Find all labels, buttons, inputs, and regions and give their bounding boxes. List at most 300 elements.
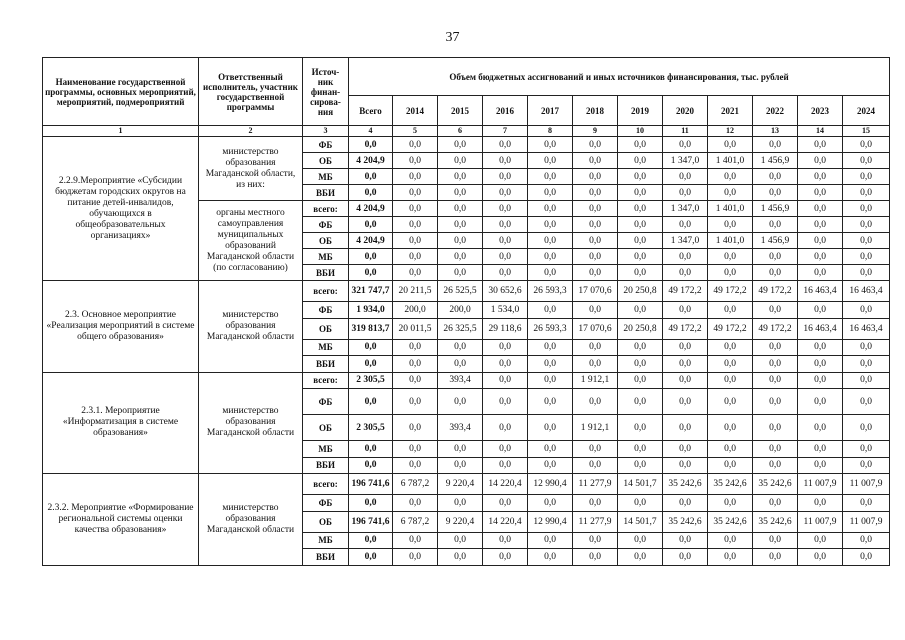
funding-source: всего:	[303, 201, 349, 217]
total-value: 319 813,7	[349, 318, 393, 339]
year-value: 0,0	[438, 495, 483, 512]
activity-name: 2.3.1. Мероприятие «Информатизация в системе образования»	[43, 372, 199, 474]
year-value: 0,0	[708, 356, 753, 373]
year-value: 0,0	[483, 415, 528, 441]
column-number: 5	[393, 126, 438, 137]
year-value: 0,0	[483, 217, 528, 233]
header-volume: Объем бюджетных ассигнований и иных источников финансирования, тыс. рублей	[349, 58, 890, 96]
funding-source: ВБИ	[303, 185, 349, 201]
year-value: 0,0	[708, 532, 753, 549]
year-value: 0,0	[663, 185, 708, 201]
year-value: 20 011,5	[393, 318, 438, 339]
year-value: 0,0	[663, 169, 708, 185]
activity-name: 2.3. Основное мероприятие «Реализация мероприятий в системе общего образования»	[43, 281, 199, 373]
year-value: 0,0	[483, 153, 528, 169]
year-value: 0,0	[483, 233, 528, 249]
funding-source: всего:	[303, 281, 349, 302]
year-value: 26 325,5	[438, 318, 483, 339]
year-value: 0,0	[843, 185, 890, 201]
year-value: 0,0	[798, 137, 843, 153]
year-value: 0,0	[528, 549, 573, 566]
year-value: 14 501,7	[618, 474, 663, 495]
year-value: 0,0	[573, 532, 618, 549]
year-value: 35 242,6	[663, 474, 708, 495]
year-value: 0,0	[618, 415, 663, 441]
total-value: 0,0	[349, 356, 393, 373]
year-value: 200,0	[438, 302, 483, 319]
year-value: 0,0	[393, 153, 438, 169]
funding-source: ОБ	[303, 511, 349, 532]
total-value: 1 934,0	[349, 302, 393, 319]
year-value: 0,0	[708, 185, 753, 201]
year-value: 0,0	[618, 201, 663, 217]
year-value: 0,0	[708, 169, 753, 185]
year-value: 0,0	[393, 372, 438, 389]
year-value: 1 401,0	[708, 233, 753, 249]
year-value: 0,0	[393, 441, 438, 458]
header-row	[43, 58, 890, 96]
year-value: 0,0	[753, 185, 798, 201]
year-value: 14 501,7	[618, 511, 663, 532]
table-row	[43, 372, 890, 389]
year-value: 0,0	[843, 372, 890, 389]
year-value: 17 070,6	[573, 281, 618, 302]
year-value: 35 242,6	[753, 511, 798, 532]
funding-source: ФБ	[303, 495, 349, 512]
year-value: 0,0	[843, 233, 890, 249]
year-value: 11 007,9	[798, 474, 843, 495]
year-value: 0,0	[708, 441, 753, 458]
year-value: 0,0	[528, 532, 573, 549]
year-value: 393,4	[438, 415, 483, 441]
year-value: 35 242,6	[708, 511, 753, 532]
year-value: 11 277,9	[573, 511, 618, 532]
year-value: 0,0	[573, 137, 618, 153]
year-value: 0,0	[393, 265, 438, 281]
year-value: 393,4	[438, 372, 483, 389]
header-year: 2023	[798, 96, 843, 126]
total-value: 0,0	[349, 389, 393, 415]
year-value: 16 463,4	[798, 281, 843, 302]
year-value: 0,0	[843, 457, 890, 474]
year-value: 0,0	[618, 389, 663, 415]
year-value: 0,0	[843, 217, 890, 233]
total-value: 196 741,6	[349, 511, 393, 532]
year-value: 0,0	[438, 137, 483, 153]
year-value: 0,0	[708, 495, 753, 512]
year-value: 1 456,9	[753, 233, 798, 249]
year-value: 0,0	[663, 495, 708, 512]
year-value: 0,0	[843, 137, 890, 153]
year-value: 0,0	[663, 532, 708, 549]
year-value: 0,0	[573, 153, 618, 169]
column-number: 3	[303, 126, 349, 137]
year-value: 0,0	[753, 495, 798, 512]
year-value: 0,0	[393, 415, 438, 441]
year-value: 0,0	[528, 185, 573, 201]
year-value: 0,0	[843, 302, 890, 319]
total-value: 4 204,9	[349, 201, 393, 217]
funding-source: всего:	[303, 372, 349, 389]
year-value: 0,0	[753, 169, 798, 185]
funding-source: ОБ	[303, 153, 349, 169]
year-value: 0,0	[753, 457, 798, 474]
year-value: 0,0	[843, 389, 890, 415]
year-value: 35 242,6	[708, 474, 753, 495]
year-value: 0,0	[663, 137, 708, 153]
table-row	[43, 474, 890, 495]
year-value: 0,0	[438, 233, 483, 249]
year-value: 14 220,4	[483, 474, 528, 495]
year-value: 0,0	[753, 532, 798, 549]
total-value: 0,0	[349, 137, 393, 153]
year-value: 0,0	[663, 457, 708, 474]
funding-source: МБ	[303, 441, 349, 458]
year-value: 1 347,0	[663, 153, 708, 169]
year-value: 0,0	[798, 233, 843, 249]
year-value: 35 242,6	[663, 511, 708, 532]
year-value: 0,0	[573, 249, 618, 265]
year-value: 0,0	[843, 201, 890, 217]
year-value: 0,0	[843, 415, 890, 441]
year-value: 1 347,0	[663, 233, 708, 249]
funding-source: ВБИ	[303, 549, 349, 566]
year-value: 0,0	[798, 339, 843, 356]
year-value: 0,0	[618, 302, 663, 319]
total-value: 0,0	[349, 169, 393, 185]
year-value: 0,0	[798, 532, 843, 549]
year-value: 0,0	[663, 389, 708, 415]
year-value: 0,0	[573, 549, 618, 566]
year-value: 11 007,9	[843, 511, 890, 532]
year-value: 0,0	[393, 233, 438, 249]
year-value: 0,0	[618, 137, 663, 153]
funding-source: всего:	[303, 474, 349, 495]
year-value: 0,0	[528, 153, 573, 169]
year-value: 0,0	[483, 169, 528, 185]
funding-source: МБ	[303, 339, 349, 356]
executor-name: министерство образования Магаданской области	[199, 372, 303, 474]
year-value: 0,0	[798, 457, 843, 474]
column-number: 13	[753, 126, 798, 137]
year-value: 0,0	[528, 415, 573, 441]
funding-source: МБ	[303, 249, 349, 265]
year-value: 0,0	[798, 549, 843, 566]
year-value: 0,0	[663, 302, 708, 319]
header-year: 2019	[618, 96, 663, 126]
year-value: 0,0	[798, 201, 843, 217]
year-value: 0,0	[483, 495, 528, 512]
year-value: 0,0	[708, 339, 753, 356]
column-number: 15	[843, 126, 890, 137]
year-value: 0,0	[798, 441, 843, 458]
column-number: 10	[618, 126, 663, 137]
funding-source: ФБ	[303, 389, 349, 415]
header-year: 2021	[708, 96, 753, 126]
column-number: 14	[798, 126, 843, 137]
year-value: 0,0	[438, 339, 483, 356]
year-value: 0,0	[843, 495, 890, 512]
year-value: 0,0	[393, 185, 438, 201]
year-value: 0,0	[753, 217, 798, 233]
year-value: 0,0	[663, 441, 708, 458]
year-value: 0,0	[438, 201, 483, 217]
year-value: 0,0	[393, 549, 438, 566]
year-value: 0,0	[843, 265, 890, 281]
column-number: 4	[349, 126, 393, 137]
year-value: 0,0	[618, 249, 663, 265]
year-value: 0,0	[573, 441, 618, 458]
year-value: 0,0	[438, 356, 483, 373]
year-value: 1 534,0	[483, 302, 528, 319]
year-value: 0,0	[798, 356, 843, 373]
funding-source: МБ	[303, 532, 349, 549]
year-value: 0,0	[393, 356, 438, 373]
year-value: 29 118,6	[483, 318, 528, 339]
year-value: 0,0	[663, 265, 708, 281]
year-value: 0,0	[483, 201, 528, 217]
total-value: 0,0	[349, 265, 393, 281]
year-value: 26 525,5	[438, 281, 483, 302]
year-value: 0,0	[618, 169, 663, 185]
year-value: 0,0	[663, 372, 708, 389]
total-value: 2 305,5	[349, 372, 393, 389]
year-value: 0,0	[528, 356, 573, 373]
total-value: 196 741,6	[349, 474, 393, 495]
header-year: 2015	[438, 96, 483, 126]
total-value: 0,0	[349, 495, 393, 512]
year-value: 1 912,1	[573, 372, 618, 389]
year-value: 0,0	[708, 265, 753, 281]
total-value: 0,0	[349, 532, 393, 549]
header-total: Всего	[349, 96, 393, 126]
year-value: 0,0	[618, 549, 663, 566]
column-number: 11	[663, 126, 708, 137]
year-value: 0,0	[393, 389, 438, 415]
year-value: 0,0	[528, 372, 573, 389]
year-value: 0,0	[618, 185, 663, 201]
year-value: 0,0	[483, 339, 528, 356]
year-value: 14 220,4	[483, 511, 528, 532]
year-value: 0,0	[483, 137, 528, 153]
activity-name: 2.3.2. Мероприятие «Формирование региональной системы оценки качества образования»	[43, 474, 199, 566]
year-value: 0,0	[843, 549, 890, 566]
year-value: 0,0	[573, 265, 618, 281]
year-value: 11 007,9	[798, 511, 843, 532]
year-value: 0,0	[843, 339, 890, 356]
year-value: 0,0	[753, 302, 798, 319]
year-value: 0,0	[618, 532, 663, 549]
total-value: 0,0	[349, 441, 393, 458]
year-value: 0,0	[393, 217, 438, 233]
header-year: 2014	[393, 96, 438, 126]
year-value: 0,0	[438, 249, 483, 265]
year-value: 0,0	[708, 415, 753, 441]
financing-table	[42, 57, 890, 566]
year-value: 0,0	[708, 137, 753, 153]
year-value: 0,0	[798, 302, 843, 319]
year-value: 0,0	[618, 153, 663, 169]
year-value: 26 593,3	[528, 318, 573, 339]
year-value: 0,0	[438, 389, 483, 415]
year-value: 0,0	[483, 249, 528, 265]
year-value: 1 401,0	[708, 201, 753, 217]
year-value: 0,0	[393, 169, 438, 185]
year-value: 0,0	[528, 201, 573, 217]
year-value: 20 211,5	[393, 281, 438, 302]
total-value: 0,0	[349, 457, 393, 474]
year-value: 0,0	[843, 153, 890, 169]
year-value: 0,0	[483, 265, 528, 281]
year-value: 0,0	[618, 233, 663, 249]
year-value: 0,0	[618, 339, 663, 356]
year-value: 0,0	[438, 441, 483, 458]
year-value: 49 172,2	[753, 318, 798, 339]
year-value: 0,0	[798, 389, 843, 415]
year-value: 0,0	[528, 137, 573, 153]
header-year: 2024	[843, 96, 890, 126]
year-value: 0,0	[573, 233, 618, 249]
year-value: 0,0	[438, 549, 483, 566]
year-value: 0,0	[573, 169, 618, 185]
year-value: 0,0	[438, 532, 483, 549]
year-value: 0,0	[753, 339, 798, 356]
table-row	[43, 137, 890, 153]
year-value: 0,0	[528, 495, 573, 512]
year-value: 0,0	[663, 415, 708, 441]
year-value: 6 787,2	[393, 474, 438, 495]
year-value: 0,0	[438, 185, 483, 201]
header-source: Источ-ник финан-сирова-ния	[303, 58, 349, 126]
year-value: 0,0	[753, 549, 798, 566]
year-value: 0,0	[798, 185, 843, 201]
year-value: 0,0	[798, 265, 843, 281]
funding-source: ОБ	[303, 318, 349, 339]
year-value: 0,0	[573, 185, 618, 201]
header-year: 2016	[483, 96, 528, 126]
executor-name: министерство образования Магаданской области	[199, 281, 303, 373]
year-value: 0,0	[483, 389, 528, 415]
column-number: 9	[573, 126, 618, 137]
year-value: 0,0	[573, 339, 618, 356]
year-value: 0,0	[798, 495, 843, 512]
year-value: 0,0	[618, 265, 663, 281]
year-value: 0,0	[393, 457, 438, 474]
year-value: 9 220,4	[438, 511, 483, 532]
year-value: 0,0	[573, 495, 618, 512]
year-value: 0,0	[483, 372, 528, 389]
year-value: 0,0	[483, 532, 528, 549]
year-value: 0,0	[438, 265, 483, 281]
column-numbers-row	[43, 126, 890, 137]
year-value: 16 463,4	[843, 318, 890, 339]
total-value: 4 204,9	[349, 153, 393, 169]
funding-source: ВБИ	[303, 356, 349, 373]
year-value: 0,0	[663, 339, 708, 356]
funding-source: ВБИ	[303, 457, 349, 474]
year-value: 12 990,4	[528, 511, 573, 532]
header-name: Наименование государственной программы, основных мероприятий, мероприятий, подмероприятий	[43, 58, 199, 126]
year-value: 0,0	[663, 217, 708, 233]
year-value: 11 277,9	[573, 474, 618, 495]
year-value: 0,0	[618, 372, 663, 389]
year-value: 0,0	[798, 169, 843, 185]
year-value: 0,0	[663, 549, 708, 566]
year-value: 0,0	[708, 302, 753, 319]
total-value: 0,0	[349, 339, 393, 356]
year-value: 0,0	[573, 389, 618, 415]
table-row	[43, 281, 890, 302]
year-value: 0,0	[393, 137, 438, 153]
year-value: 0,0	[753, 249, 798, 265]
header-year: 2017	[528, 96, 573, 126]
total-value: 2 305,5	[349, 415, 393, 441]
header-year: 2020	[663, 96, 708, 126]
year-value: 0,0	[618, 356, 663, 373]
year-value: 49 172,2	[663, 318, 708, 339]
year-value: 1 456,9	[753, 201, 798, 217]
year-value: 0,0	[798, 372, 843, 389]
year-value: 0,0	[753, 372, 798, 389]
year-value: 0,0	[708, 249, 753, 265]
year-value: 0,0	[618, 495, 663, 512]
funding-source: МБ	[303, 169, 349, 185]
year-value: 0,0	[753, 415, 798, 441]
total-value: 0,0	[349, 549, 393, 566]
year-value: 0,0	[438, 169, 483, 185]
year-value: 0,0	[393, 532, 438, 549]
column-number: 2	[199, 126, 303, 137]
funding-source: ФБ	[303, 217, 349, 233]
executor-name: министерство образования Магаданской области, из них:	[199, 137, 303, 201]
column-number: 1	[43, 126, 199, 137]
year-value: 0,0	[843, 532, 890, 549]
header-executor: Ответственный исполнитель, участник государственной программы	[199, 58, 303, 126]
year-value: 0,0	[393, 339, 438, 356]
total-value: 321 747,7	[349, 281, 393, 302]
year-value: 0,0	[483, 549, 528, 566]
year-value: 0,0	[663, 356, 708, 373]
year-value: 0,0	[843, 169, 890, 185]
total-value: 0,0	[349, 217, 393, 233]
year-value: 0,0	[708, 549, 753, 566]
page-number: 37	[445, 30, 460, 45]
year-value: 0,0	[528, 302, 573, 319]
year-value: 0,0	[708, 389, 753, 415]
year-value: 200,0	[393, 302, 438, 319]
year-value: 16 463,4	[843, 281, 890, 302]
year-value: 0,0	[393, 201, 438, 217]
year-value: 1 456,9	[753, 153, 798, 169]
year-value: 16 463,4	[798, 318, 843, 339]
year-value: 0,0	[528, 457, 573, 474]
year-value: 0,0	[528, 265, 573, 281]
year-value: 6 787,2	[393, 511, 438, 532]
year-value: 0,0	[483, 441, 528, 458]
funding-source: ВБИ	[303, 265, 349, 281]
year-value: 0,0	[663, 249, 708, 265]
year-value: 1 401,0	[708, 153, 753, 169]
year-value: 0,0	[573, 457, 618, 474]
year-value: 0,0	[618, 457, 663, 474]
funding-source: ФБ	[303, 137, 349, 153]
year-value: 11 007,9	[843, 474, 890, 495]
year-value: 20 250,8	[618, 281, 663, 302]
year-value: 49 172,2	[663, 281, 708, 302]
funding-source: ФБ	[303, 302, 349, 319]
year-value: 0,0	[528, 389, 573, 415]
year-value: 0,0	[528, 169, 573, 185]
